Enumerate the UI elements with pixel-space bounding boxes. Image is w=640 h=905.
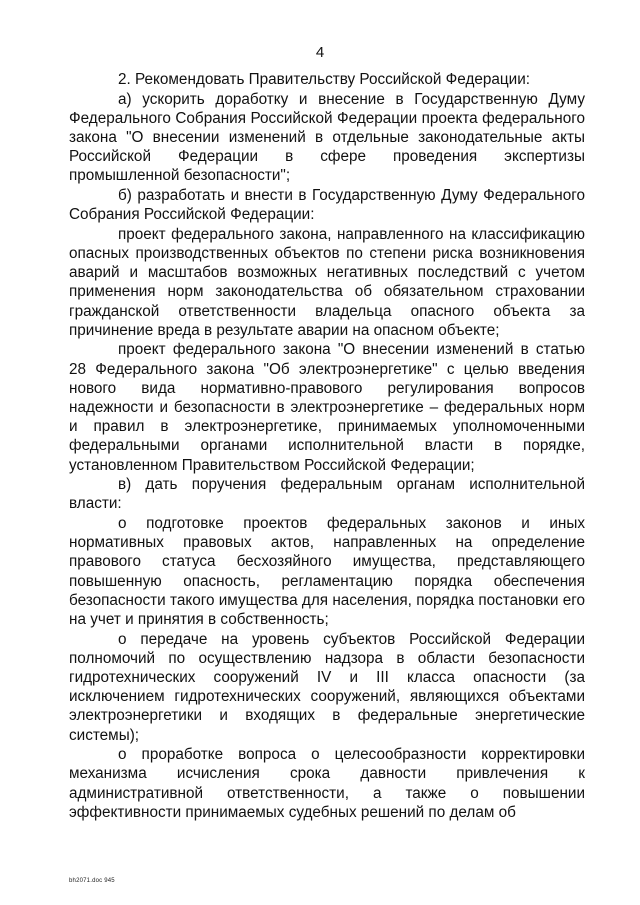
paragraph-subitem-b: б) разработать и внести в Государственную Думу Федерального Собрания Российской Федерации: <box>69 187 585 224</box>
page-number: 4 <box>315 44 325 61</box>
paragraph-draft-law-classification: проект федерального закона, направленного на классификацию опасных производственных объектов по степени риска возникновения аварий и масштабов возможных негативных последствий с учетом применения норм законодательства об обязательном страховании гражданской ответственности владельца опасного объекта за причинение вреда в результате аварии на опасном объекте; <box>69 225 585 339</box>
paragraph-subitem-a: а) ускорить доработку и внесение в Государственную Думу Федерального Собрания Российской Федерации проекта федерального закона "О внесении изменений в отдельные законодательные акты Российской Федерации в сфере проведения экспертизы промышленной безопасности"; <box>69 90 585 185</box>
footer-document-code: bh2071.doc 945 <box>69 878 115 884</box>
paragraph-ownerless-property: о подготовке проектов федеральных законов и иных нормативных правовых актов, направленных на определение правового статуса бесхозяйного имущества, представляющего повышенную опасность, регламентацию порядка обеспечения безопасности такого имущества для населения, порядка постановки его на учет и принятия в собственность; <box>69 515 585 629</box>
document-body <box>69 70 585 822</box>
paragraph-item-2: 2. Рекомендовать Правительству Российской Федерации: <box>118 71 531 88</box>
paragraph-draft-law-electroenergy: проект федерального закона "О внесении изменений в статью 28 Федерального закона "Об электроэнергетике" с целью введения нового вида нормативно-правового регулирования вопросов надежности и безопасности в электроэнергетике – федеральных норм и правил в электроэнергетике, принимаемых уполномоченными федеральными органами исполнительной власти в порядке, установленном Правительством Российской Федерации; <box>69 341 585 474</box>
paragraph-hydrotechnical-supervision: о передаче на уровень субъектов Российской Федерации полномочий по осуществлению надзора в области безопасности гидротехнических сооружений IV и III класса опасности (за исключением гидротехнических сооружений, являющихся объектами электроэнергетики и входящих в федеральные энергетические системы); <box>69 630 585 744</box>
paragraph-statute-of-limitations: о проработке вопроса о целесообразности корректировки механизма исчисления срока давности привлечения к административной ответственности, а также о повышении эффективности принимаемых судебных решений по делам об <box>69 746 585 821</box>
paragraph-subitem-v: в) дать поручения федеральным органам исполнительной власти: <box>69 476 585 513</box>
